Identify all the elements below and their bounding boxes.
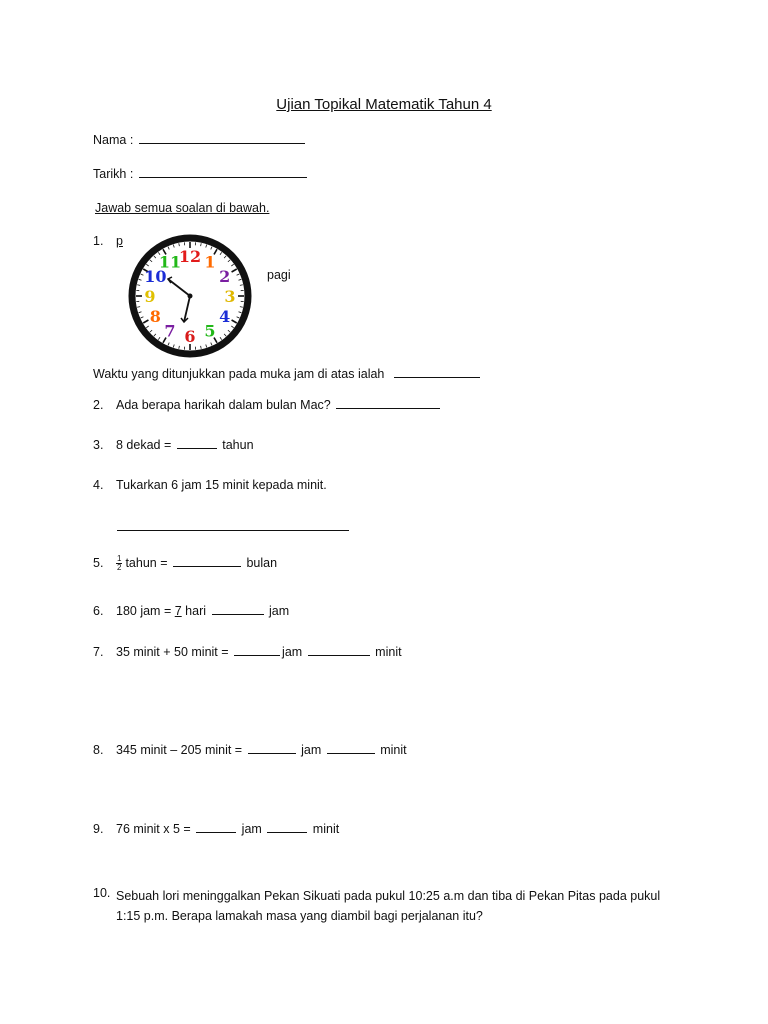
name-blank[interactable] bbox=[139, 142, 305, 144]
question-5 bbox=[93, 555, 277, 572]
question-7-text-c: minit bbox=[375, 645, 402, 659]
question-8-text-b: jam bbox=[301, 743, 322, 757]
clock-number-11: 11 bbox=[158, 252, 182, 272]
question-4-blank[interactable] bbox=[117, 530, 349, 531]
question-8-text-c: minit bbox=[380, 743, 407, 757]
question-7-blank-hours[interactable] bbox=[234, 654, 280, 656]
question-7-number: 7. bbox=[93, 645, 104, 659]
clock-number-8: 8 bbox=[149, 307, 161, 326]
fraction-numerator: 1 bbox=[117, 554, 122, 563]
question-7 bbox=[93, 645, 402, 659]
question-5-text-b: bulan bbox=[246, 555, 278, 570]
question-3-text-a: 8 dekad = bbox=[116, 438, 172, 452]
question-2-blank[interactable] bbox=[336, 407, 440, 409]
question-1-blank[interactable] bbox=[394, 376, 480, 378]
question-6-number: 6. bbox=[93, 604, 104, 618]
pagi-label: pagi bbox=[267, 268, 291, 282]
question-5-number: 5. bbox=[93, 555, 104, 570]
question-5-blank[interactable] bbox=[173, 565, 241, 567]
question-5-text-a: tahun = bbox=[125, 555, 168, 570]
question-9-text-a: 76 minit x 5 = bbox=[116, 822, 191, 836]
question-4-number: 4. bbox=[93, 478, 104, 492]
clock-number-4: 4 bbox=[219, 307, 231, 326]
clock-number-3: 3 bbox=[224, 287, 236, 306]
clock-number-12: 12 bbox=[178, 247, 202, 266]
question-1-number: 1. bbox=[93, 234, 104, 248]
question-8 bbox=[93, 743, 407, 757]
page-title: Ujian Topikal Matematik Tahun 4 bbox=[276, 96, 492, 113]
question-9-blank-minutes[interactable] bbox=[267, 831, 307, 833]
fraction-denominator: 2 bbox=[117, 563, 122, 572]
question-4 bbox=[93, 478, 327, 492]
question-9 bbox=[93, 822, 339, 836]
clock-number-5: 5 bbox=[204, 321, 216, 341]
question-3-text-b: tahun bbox=[222, 438, 254, 452]
question-4-text: Tukarkan 6 jam 15 minit kepada minit. bbox=[116, 478, 327, 492]
question-6-text-c: jam bbox=[268, 604, 290, 618]
clock-number-6: 6 bbox=[184, 327, 196, 346]
date-label: Tarikh : bbox=[93, 167, 134, 181]
question-10-text: Sebuah lori meninggalkan Pekan Sikuati pada pukul 10:25 a.m dan tiba di Pekan Pitas pada pukul 1:15 p.m. Berapa lamakah masa yang diambil bagi perjalanan itu? bbox=[116, 889, 661, 923]
clock-number-9: 9 bbox=[144, 287, 156, 306]
question-6-text-a: 180 jam = bbox=[116, 604, 172, 618]
question-3-blank[interactable] bbox=[177, 447, 217, 449]
question-7-text-a: 35 minit + 50 minit = bbox=[116, 645, 229, 659]
question-1-prompt: Waktu yang ditunjukkan pada muka jam di atas ialah bbox=[93, 367, 385, 381]
clock-number-1: 1 bbox=[204, 252, 216, 272]
question-8-text-a: 345 minit – 205 minit = bbox=[116, 743, 243, 757]
clock-number-7: 7 bbox=[164, 321, 176, 341]
question-6-text-b: hari bbox=[185, 604, 207, 618]
question-8-blank-minutes[interactable] bbox=[327, 752, 375, 754]
clock-number-10: 10 bbox=[144, 267, 167, 286]
question-2-text: Ada berapa harikah dalam bulan Mac? bbox=[116, 398, 331, 412]
question-8-number: 8. bbox=[93, 743, 104, 757]
question-9-number: 9. bbox=[93, 822, 104, 836]
question-9-text-c: minit bbox=[312, 822, 340, 836]
question-6-blank[interactable] bbox=[212, 613, 264, 615]
question-2-number: 2. bbox=[93, 398, 104, 412]
question-1-mark: p bbox=[116, 234, 123, 248]
question-10-number: 10. bbox=[93, 886, 111, 900]
question-5-fraction bbox=[116, 555, 122, 572]
question-7-blank-minutes[interactable] bbox=[308, 654, 370, 656]
question-3-number: 3. bbox=[93, 438, 104, 452]
question-1-text bbox=[93, 367, 482, 381]
question-8-blank-hours[interactable] bbox=[248, 752, 296, 754]
question-6-answer: 7 bbox=[174, 604, 182, 618]
clock-icon bbox=[126, 232, 254, 360]
question-9-blank-hours[interactable] bbox=[196, 831, 236, 833]
clock-number-2: 2 bbox=[219, 267, 231, 286]
question-3 bbox=[93, 438, 254, 452]
name-field bbox=[93, 133, 307, 147]
date-blank[interactable] bbox=[139, 176, 307, 178]
question-2 bbox=[93, 398, 442, 412]
question-9-text-b: jam bbox=[241, 822, 262, 836]
question-7-text-b: jam bbox=[282, 645, 303, 659]
date-field bbox=[93, 167, 309, 181]
name-label: Nama : bbox=[93, 133, 134, 147]
question-1-header bbox=[93, 234, 123, 248]
instruction: Jawab semua soalan di bawah. bbox=[95, 201, 270, 215]
question-6 bbox=[93, 604, 289, 618]
clock-center bbox=[188, 294, 193, 299]
